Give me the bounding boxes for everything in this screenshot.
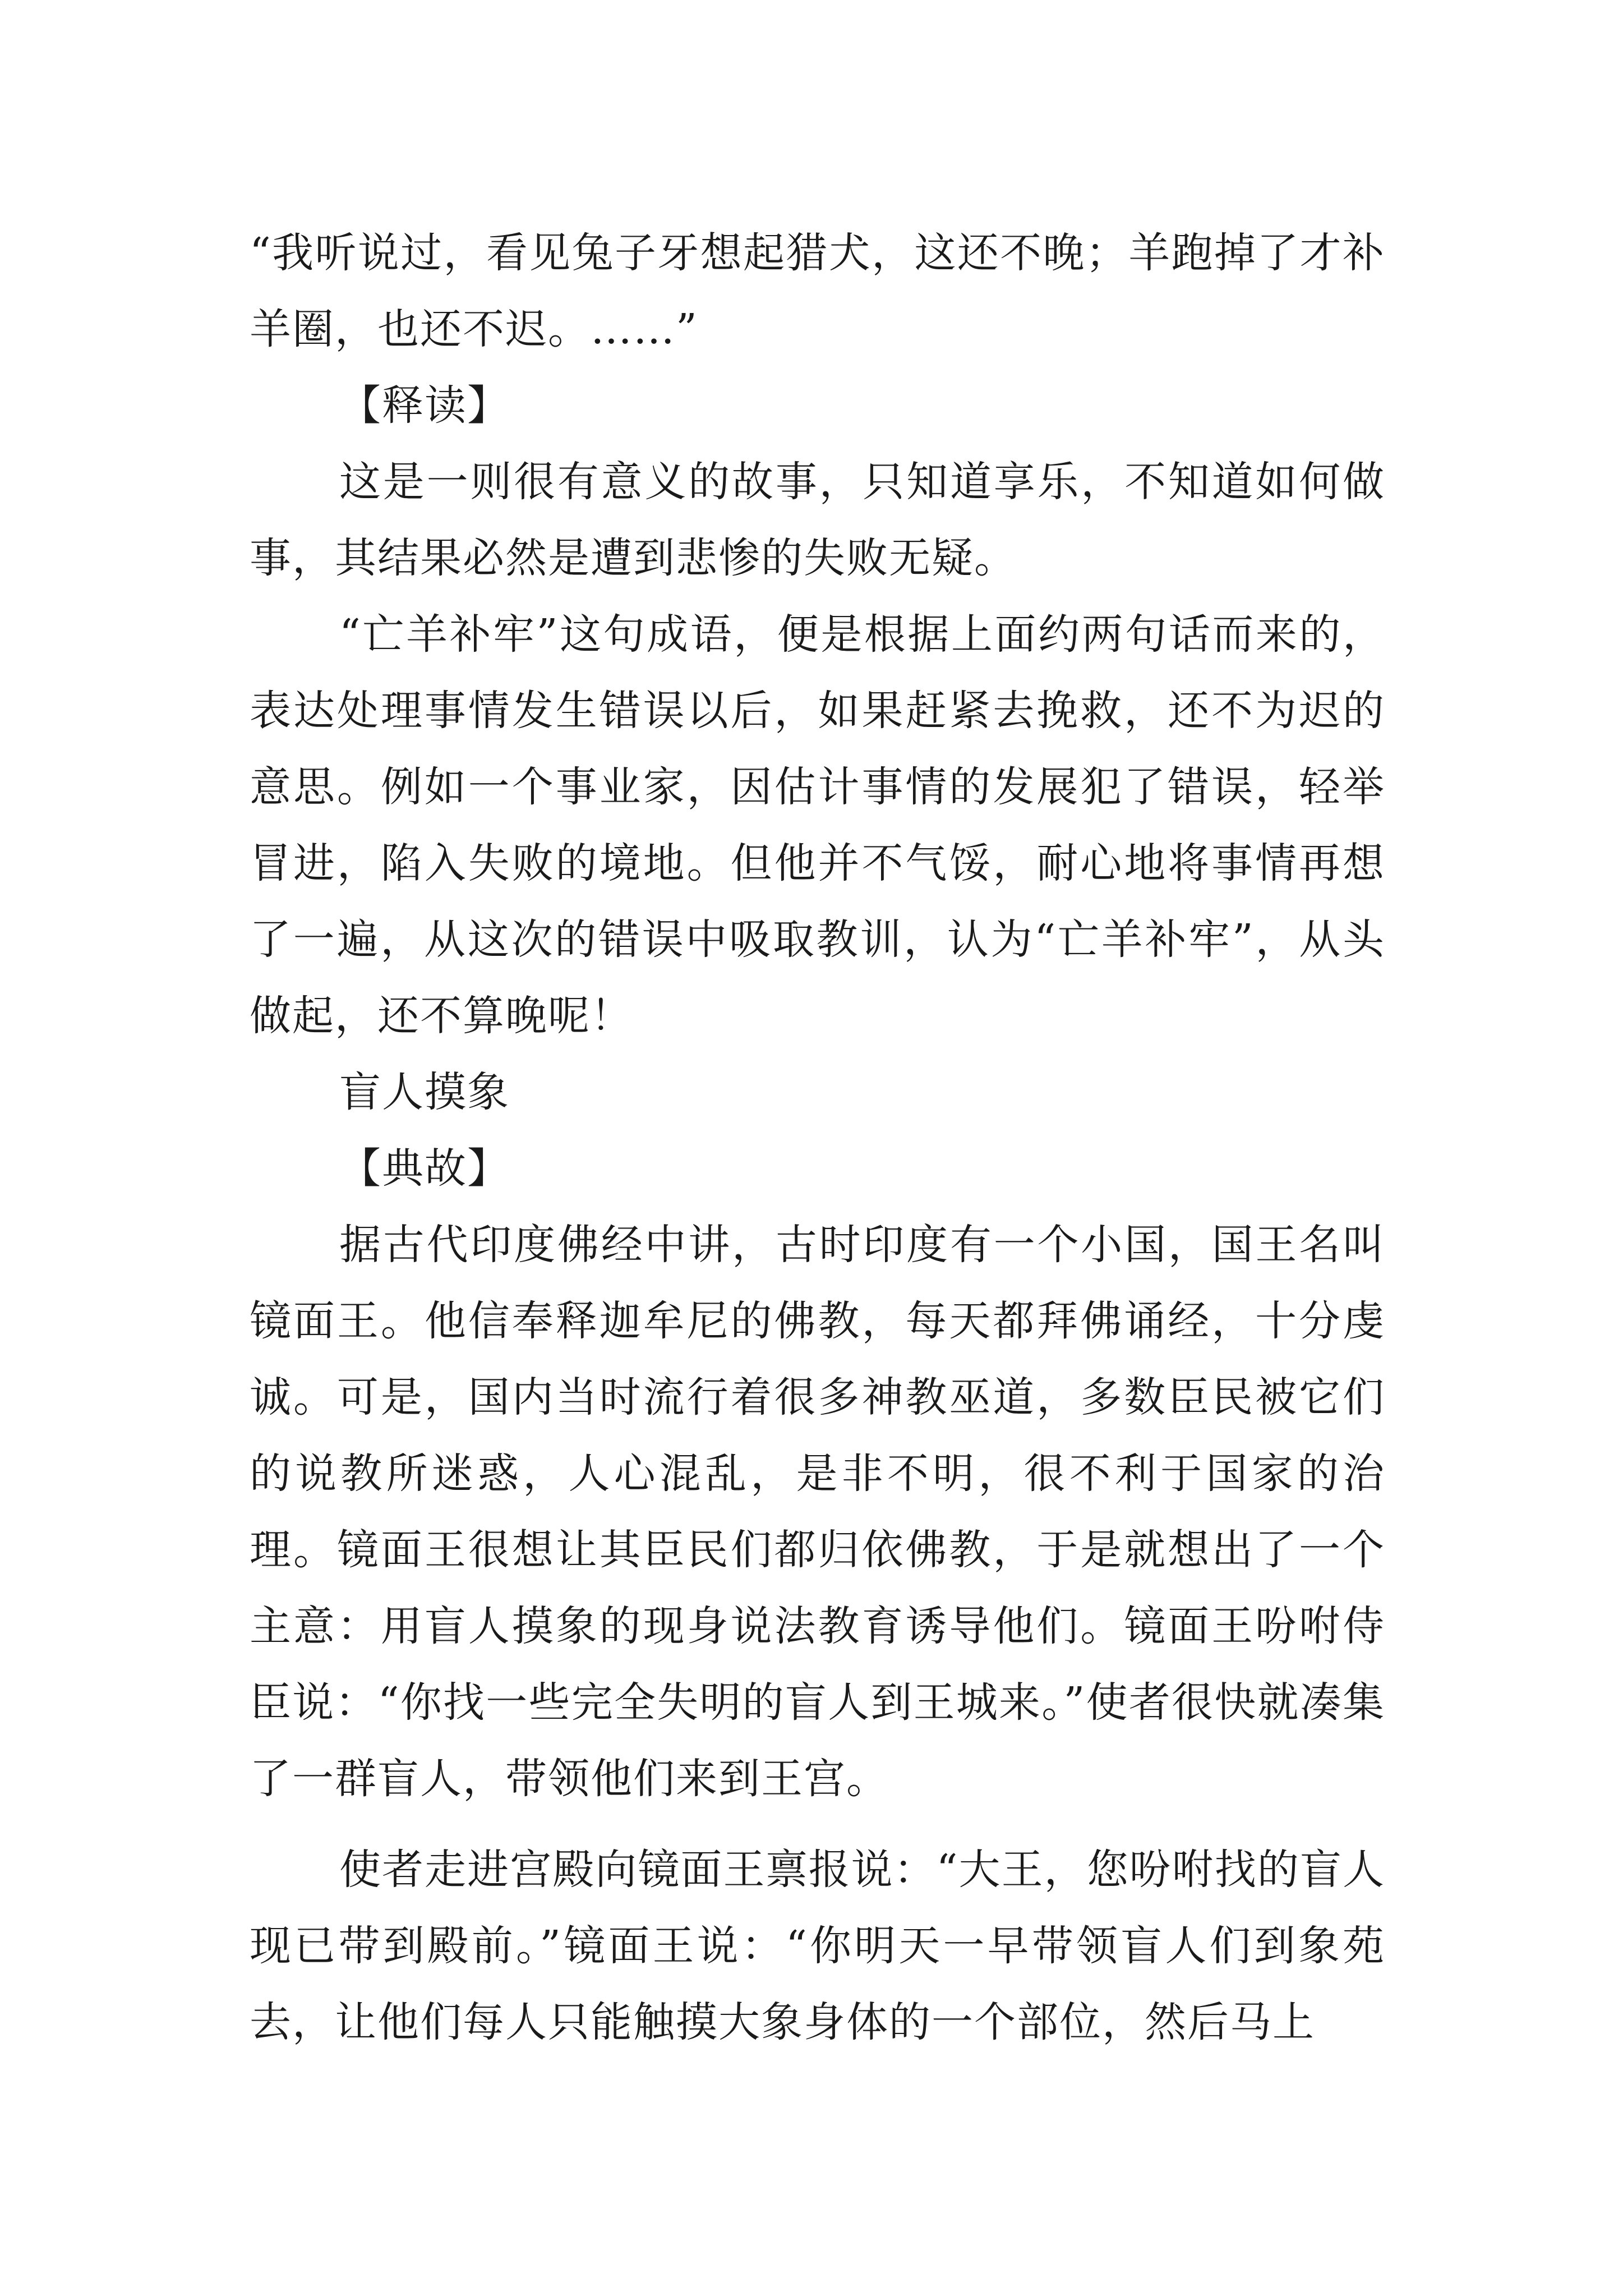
paragraph-quote: “我听说过，看见兔子牙想起猎犬，这还不晚；羊跑掉了才补羊圈，也还不迟。……” bbox=[250, 229, 1385, 353]
paragraph-idiom-meaning: “亡羊补牢”这句成语，便是根据上面约两句话而来的，表达处理事情发生错误以后，如果赶紧去挽救，还不为迟的意思。例如一个事业家，因估计事情的发展犯了错误，轻举冒进，陷入失败的境地。但他并不气馁，耐心地将事情再想了一遍，从这次的错误中吸取教训，认为“亡羊补牢”，从头做起，还不算晚呢！ bbox=[250, 610, 1385, 1040]
paragraph-interpretation: 这是一则很有意义的故事，只知道享乐，不知道如何做事，其结果必然是遭到悲惨的失败无疑。 bbox=[250, 458, 1385, 582]
section-heading-allusion: 【典故】 bbox=[339, 1144, 510, 1193]
story-title: 盲人摸象 bbox=[339, 1068, 510, 1116]
section-heading-interpretation: 【释读】 bbox=[339, 381, 510, 430]
paragraph-continuation: 使者走进宫殿向镜面王禀报说：“大王，您吩咐找的盲人现已带到殿前。”镜面王说：“你明天一早带领盲人们到象苑去，让他们每人只能触摸大象身体的一个部位，然后马上 bbox=[250, 1846, 1385, 2046]
document-body bbox=[250, 215, 1385, 2060]
paragraph-allusion: 据古代印度佛经中讲，古时印度有一个小国，国王名叫镜面王。他信奉释迦牟尼的佛教，每天都拜佛诵经，十分虔诚。可是，国内当时流行着很多神教巫道，多数臣民被它们的说教所迷惑，人心混乱，是非不明，很不利于国家的治理。镜面王很想让其臣民们都归依佛教，于是就想出了一个主意：用盲人摸象的现身说法教育诱导他们。镜面王吩咐侍臣说：“你找一些完全失明的盲人到王城来。”使者很快就凑集了一群盲人，带领他们来到王宫。 bbox=[250, 1221, 1385, 1803]
